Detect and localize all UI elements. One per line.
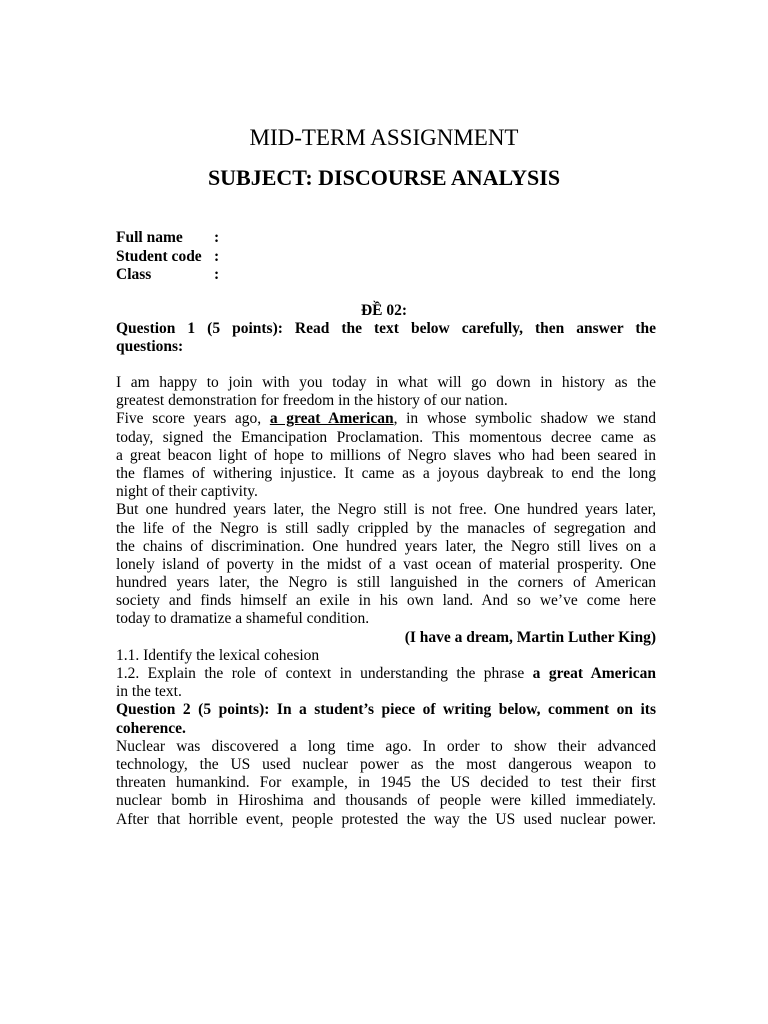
highlighted-phrase: a great American [532, 665, 656, 682]
student-code-colon: : [214, 247, 220, 265]
student-writing-line: technology, the US used nuclear power as the most dangerous weapon to [116, 755, 656, 773]
question-2-heading-line: Question 2 (5 points): In a student’s piece of writing below, comment on its [116, 701, 656, 719]
sub-question-1-1: 1.1. Identify the lexical cohesion [116, 646, 320, 664]
passage-line: greatest demonstration for freedom in the history of our nation. [116, 392, 508, 410]
student-writing-line: threaten humankind. For example, in 1945 the US decided to test their first [116, 774, 656, 792]
passage-line: I am happy to join with you today in what will go down in history as the [116, 374, 656, 391]
passage-line: But one hundred years later, the Negro still is not free. One hundred years later, [116, 501, 656, 519]
sub-question-1-2 [116, 665, 656, 683]
subject-title: SUBJECT: DISCOURSE ANALYSIS [207, 165, 561, 190]
passage-line: today, signed the Emancipation Proclamation. This momentous decree came as [116, 428, 656, 446]
passage-line: society and finds himself an exile in his own land. And so we’ve come here [116, 592, 656, 610]
full-name-row [116, 229, 224, 248]
full-name-label: Full name [116, 229, 183, 246]
assignment-title: MID-TERM ASSIGNMENT [249, 125, 519, 150]
full-name-colon: : [214, 229, 220, 246]
sub-question-text: 1.2. Explain the role of context in understanding the phrase [116, 665, 533, 682]
passage-line: the life of the Negro is still sadly crippled by the manacles of segregation and [116, 519, 656, 537]
sub-question-1-2-continued: in the text. [116, 683, 182, 701]
student-writing-line: nuclear bomb in Hiroshima and thousands of people were killed immediately. [116, 792, 656, 810]
student-code-row [116, 248, 224, 267]
class-label: Class [116, 266, 152, 283]
class-colon: : [214, 266, 220, 283]
passage-source: (I have a dream, Martin Luther King) [404, 628, 656, 646]
question-2-heading-line: coherence. [116, 719, 186, 737]
student-writing-line: Nuclear was discovered a long time ago. In order to show their advanced [116, 737, 656, 755]
question-1-heading-line: questions: [116, 338, 184, 356]
passage-line: the chains of discrimination. One hundred years later, the Negro still lives on a [116, 537, 656, 555]
question-1-heading-line: Question 1 (5 points): Read the text below carefully, then answer the [116, 320, 656, 337]
passage-line: a great beacon light of hope to millions of Negro slaves who had been seared in [116, 446, 656, 464]
passage-text: Five score years ago, [116, 410, 270, 428]
exam-code: ĐỀ 02: [360, 302, 408, 319]
question-1-heading [116, 320, 656, 356]
student-writing-line: After that horrible event, people protested the way the US used nuclear power. [116, 810, 656, 828]
student-code-label: Student code [116, 247, 202, 265]
passage-line [116, 410, 656, 428]
speech-passage [116, 374, 656, 829]
passage-line: hundred years later, the Negro is still languished in the corners of American [116, 574, 656, 592]
passage-line: today to dramatize a shameful condition. [116, 610, 370, 628]
passage-line: night of their captivity. [116, 483, 258, 501]
passage-text: , in whose symbolic shadow we stand [393, 410, 656, 428]
student-info-block [116, 229, 224, 285]
passage-line: the flames of withering injustice. It came as a joyous daybreak to end the long [116, 464, 656, 482]
highlighted-phrase: a great American [269, 410, 394, 428]
passage-line: lonely island of poverty in the midst of a vast ocean of material prosperity. One [116, 555, 656, 573]
class-row [116, 266, 224, 285]
